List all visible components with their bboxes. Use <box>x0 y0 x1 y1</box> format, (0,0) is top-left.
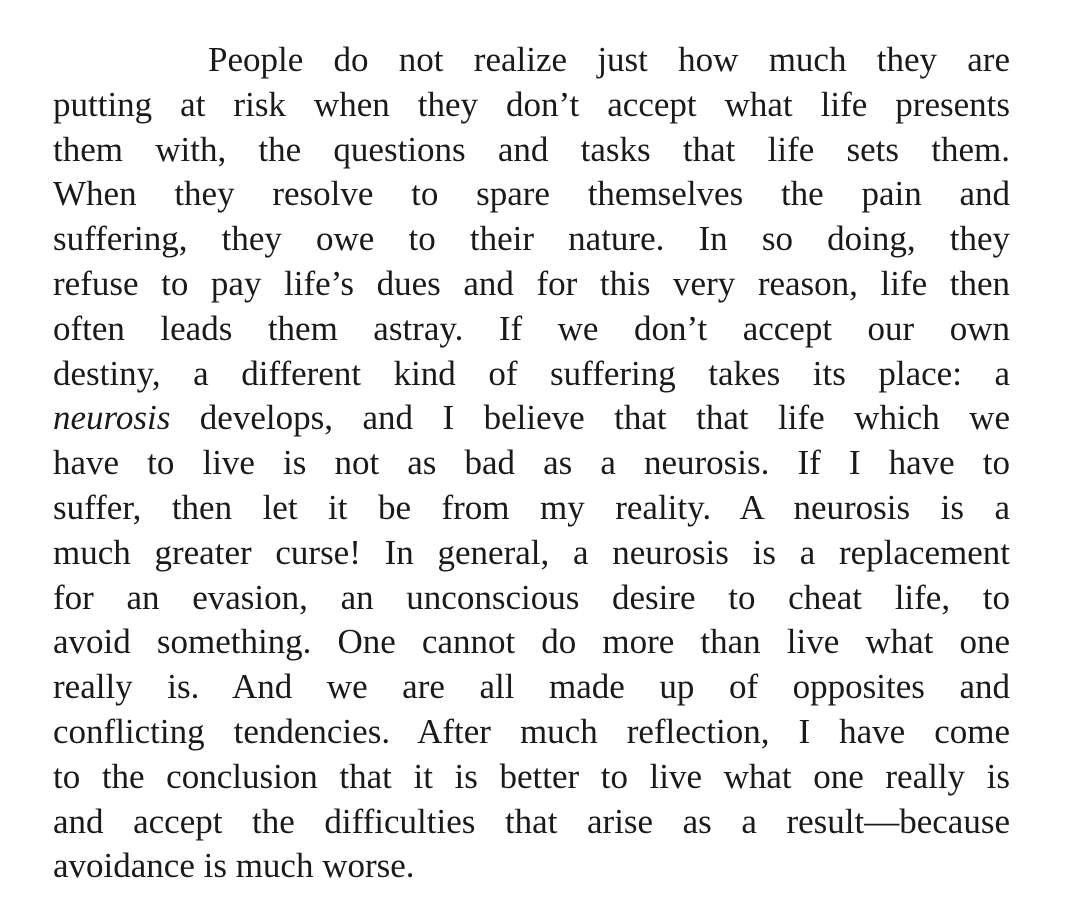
text-line: People do not realize just how much they are <box>208 40 1010 79</box>
emphasized-word: neurosis <box>53 398 171 438</box>
text-line: suffering, they owe to their nature. In so doing, they <box>53 219 1010 259</box>
text-line: putting at risk when they don’t accept what life presents <box>53 84 1010 124</box>
text-line: When they resolve to spare themselves the pain and <box>53 174 1010 214</box>
body-paragraph <box>53 38 1010 889</box>
text-line: avoid something. One cannot do more than live what one <box>53 622 1010 662</box>
text-line-with-emphasis <box>53 396 1010 441</box>
text-line: suffer, then let it be from my reality. A neurosis is a <box>53 487 1010 527</box>
text-line: destiny, a different kind of suffering takes its place: a <box>53 353 1010 393</box>
text-line: conflicting tendencies. After much reflection, I have come <box>53 711 1010 751</box>
text-line: have to live is not as bad as a neurosis. If I have to <box>53 443 1010 483</box>
text-line: for an evasion, an unconscious desire to cheat life, to <box>53 577 1010 617</box>
text-line: and accept the difficulties that arise as a result—because <box>53 801 1010 841</box>
text-line: refuse to pay life’s dues and for this very reason, life then <box>53 263 1010 303</box>
text-line: much greater curse! In general, a neurosis is a replacement <box>53 532 1010 572</box>
book-page <box>53 38 1010 889</box>
text-line: often leads them astray. If we don’t accept our own <box>53 308 1010 348</box>
text-line: to the conclusion that it is better to live what one really is <box>53 756 1010 796</box>
text-line-rest: develops, and I believe that that life which we <box>170 398 1010 438</box>
text-line: them with, the questions and tasks that life sets them. <box>53 129 1010 169</box>
text-line: really is. And we are all made up of opposites and <box>53 667 1010 707</box>
text-line-final: avoidance is much worse. <box>53 846 415 886</box>
